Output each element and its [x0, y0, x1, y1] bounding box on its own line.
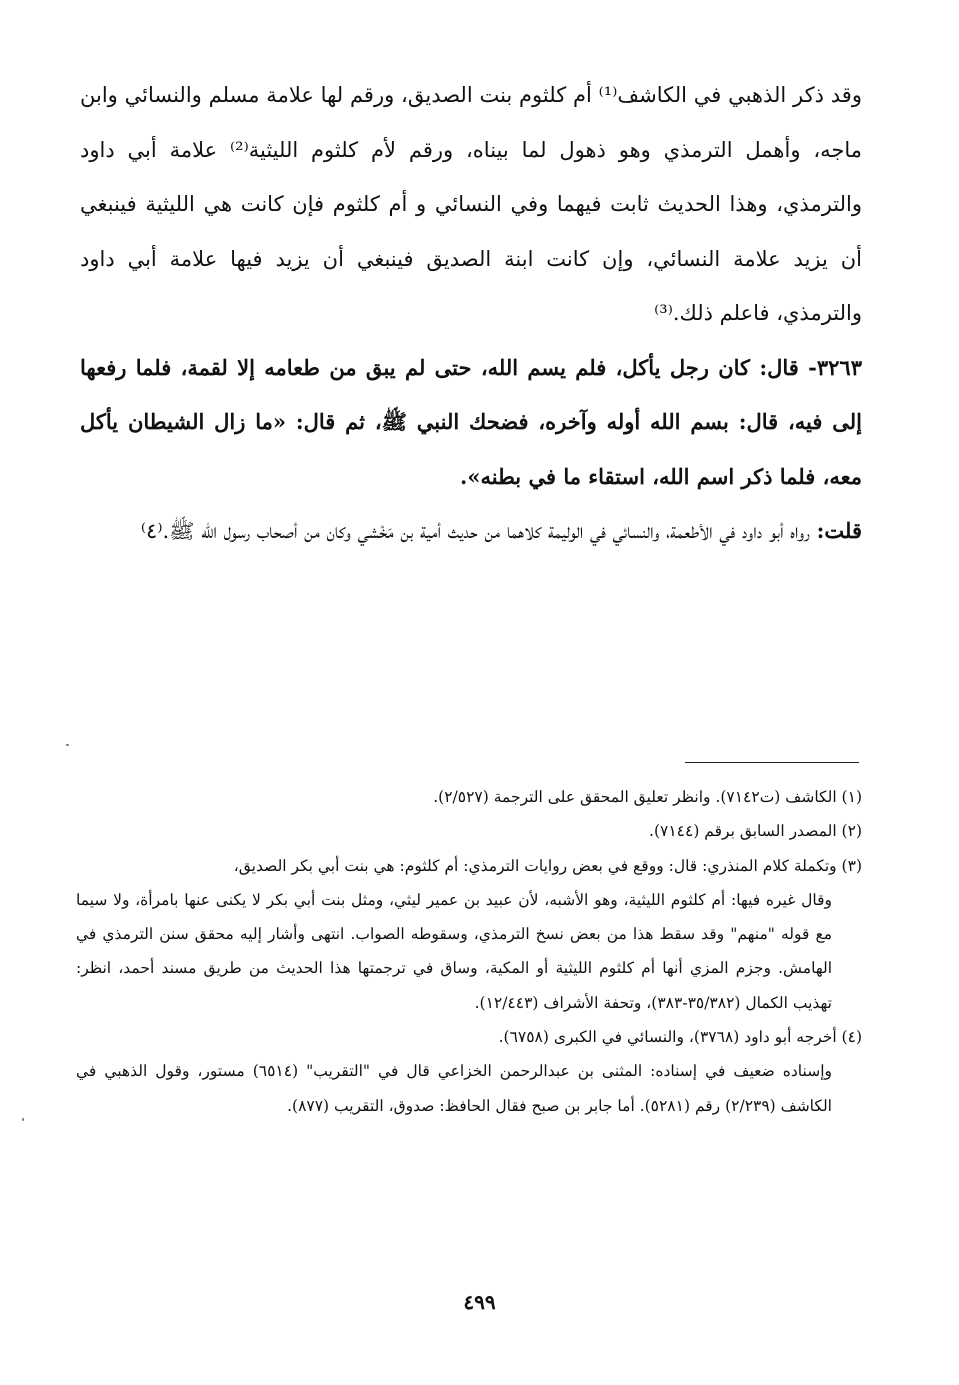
- comment-label: قلت:: [816, 518, 862, 543]
- page-number: ٤٩٩: [463, 1290, 496, 1314]
- footnote-2: (٢) المصدر السابق برقم (٧١٤٤).: [649, 822, 862, 841]
- comment-paragraph: [80, 504, 862, 559]
- paragraph-commentary: وقد ذكر الذهبي في الكاشف⁽¹⁾ أم كلثوم بنت الصديق، ورقم لها علامة مسلم والنسائي وابن ماجه، وأهمل الترمذي وهو ذهول لما بيناه، ورقم لأم كلثوم الليثية⁽²⁾ علامة أبي داود والترمذي، وهذا الحديث ثابت فيهما وفي النسائي و أم كلثوم فإن كانت هي الليثية فينبغي أن يزيد علامة النسائي، وإن كانت ابنة الصديق فينبغي أن يزيد فيها علامة أبي داود والترمذي، فاعلم ذلك.⁽³⁾: [80, 83, 862, 325]
- scan-speck: [66, 744, 69, 746]
- footnotes: [76, 780, 862, 1123]
- footnote-4: (٤) أخرجه أبو داود (٣٧٦٨)، والنسائي في الكبرى (٦٧٥٨).: [498, 1028, 862, 1047]
- footnote-separator: [685, 762, 859, 763]
- footnote-4-continuation: وإسناده ضعيف في إسناده: المثنى بن عبدالرحمن الخزاعي قال في "التقريب" (٦٥١٤) مستور، وقول الذهبي في الكاشف (٢/٢٣٩) رقم (٥٢٨١). أما جابر بن صبح فقال الحافظ: صدوق، التقريب (٨٧٧).: [76, 1062, 832, 1115]
- main-text: [80, 68, 862, 559]
- comment-text: رواه أبو داود في الأطعمة، والنسائي في الوليمة كلاهما من حديث أمية بن مَخْشي وكان من أصحاب رسول الله ﷺ.⁽٤⁾: [140, 519, 810, 543]
- footnote-3-continuation: وقال غيره فيها: أم كلثوم الليثية، وهو الأشبه، لأن عبيد بن عمير ليثي، ومثل بنت أبي بكر لا يكنى عنها بامرأة، ولا سيما مع قوله "منهم" وقد سقط هذا من بعض نسخ الترمذي، وسقوطه الصواب. انتهى وأشار إليه محقق سنن الترمذي في الهامش. وجزم المزي أنها أم كلثوم الليثية أو المكية، وساق في ترجمتها هذا الحديث من طريق مسند أحمد، انظر: تهذيب الكمال (٣٥/٣٨٢-٣٨٣)، وتحفة الأشراف (١٢/٤٤٣).: [76, 890, 833, 1012]
- scan-speck: [22, 1118, 24, 1121]
- footnote-1: (١) الكاشف (ت٧١٤٢). وانظر تعليق المحقق على الترجمة (٢/٥٢٧).: [433, 788, 862, 806]
- hadith-3263: ٣٢٦٣- قال: كان رجل يأكل، فلم يسم الله، حتى لم يبق من طعامه إلا لقمة، فلما رفعها إلى فيه، قال: بسم الله أوله وآخره، فضحك النبي ﷺ، ثم قال: «ما زال الشيطان يأكل معه، فلما ذكر اسم الله، استقاء ما في بطنه».: [80, 354, 862, 489]
- footnote-3: (٣) وتكملة كلام المنذري: قال: ووقع في بعض روايات الترمذي: أم كلثوم: هي بنت أبي بكر الصديق،: [233, 856, 862, 875]
